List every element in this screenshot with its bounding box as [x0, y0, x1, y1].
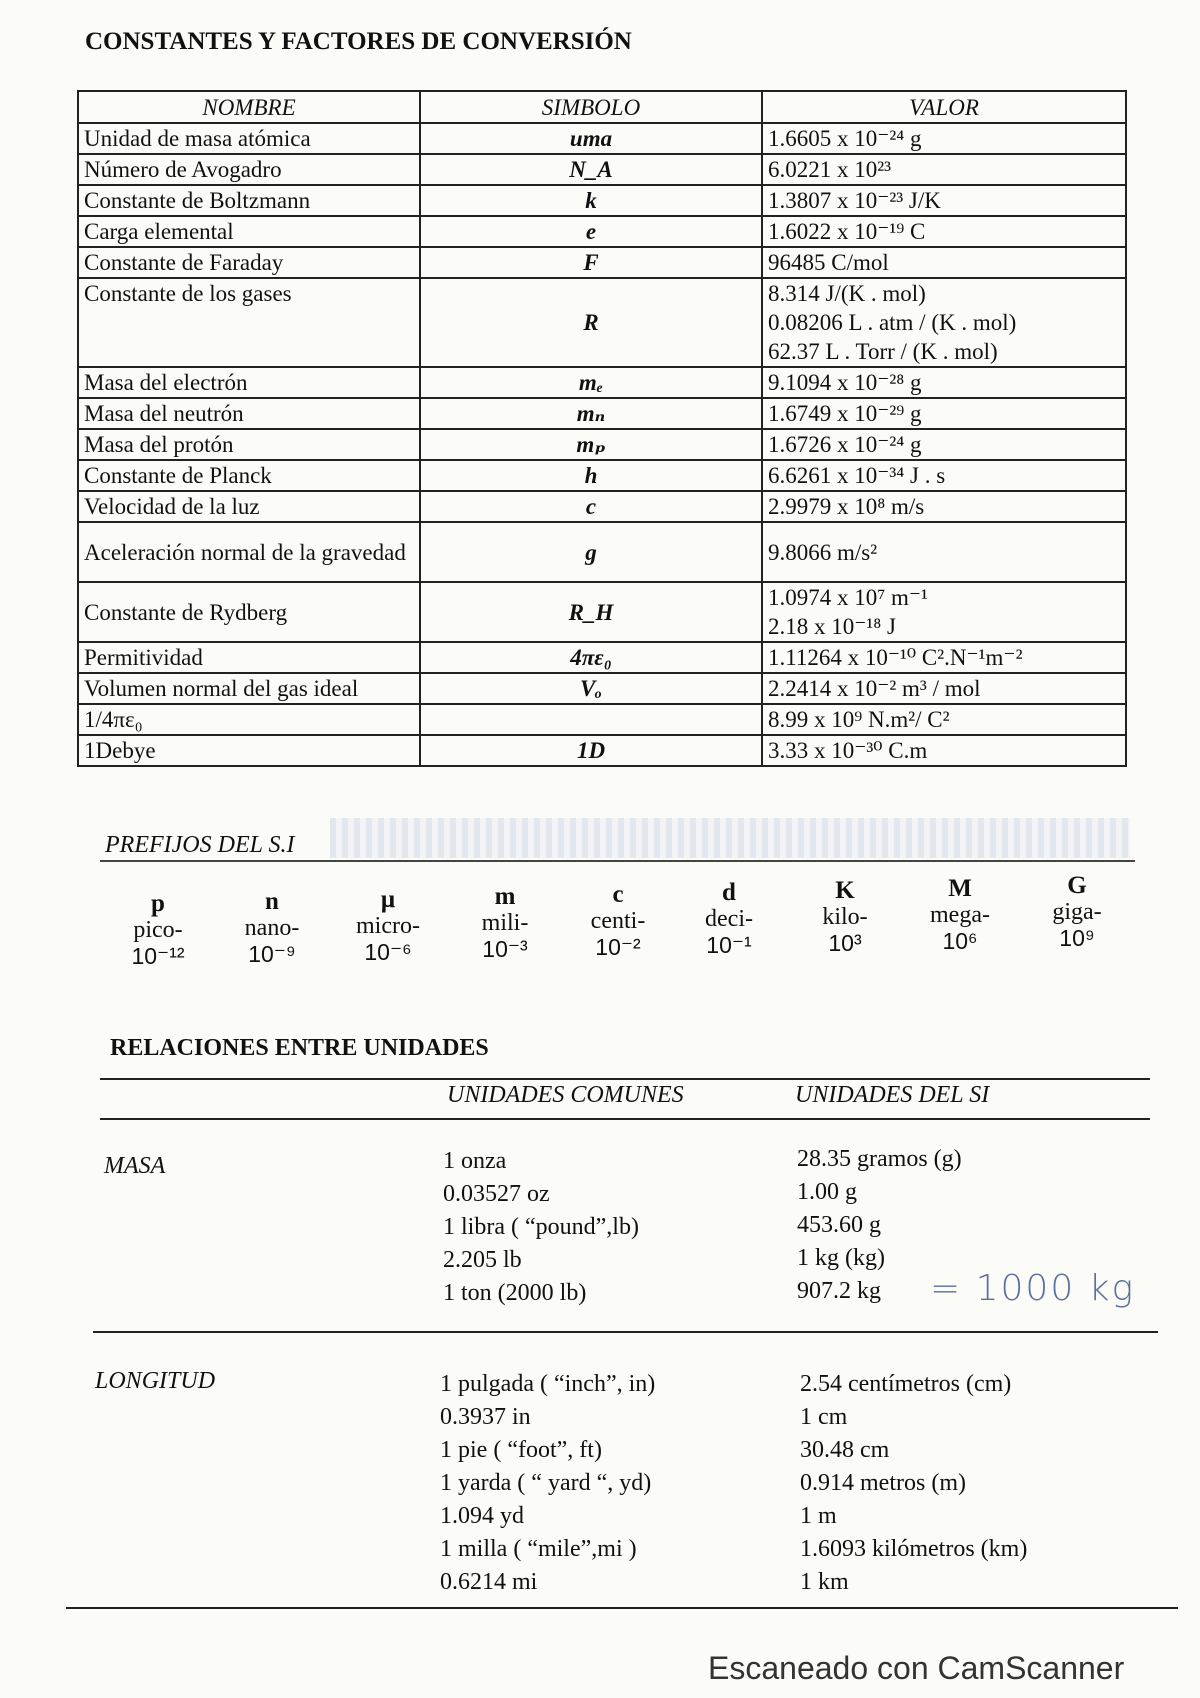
constant-name: Número de Avogadro	[78, 154, 420, 185]
relation-line: 1 cm	[800, 1404, 848, 1430]
col-common-units: UNIDADES COMUNES	[447, 1082, 684, 1108]
constant-name: Constante de los gases	[78, 278, 420, 367]
constant-symbol: R_H	[420, 582, 762, 642]
prefix-power: 10³	[828, 930, 862, 956]
constant-value	[762, 367, 1126, 398]
constant-name: Constante de Rydberg	[78, 582, 420, 642]
constant-value-line: 8.99 x 10⁹ N.m²/ C²	[768, 707, 950, 732]
constant-symbol: mₙ	[420, 398, 762, 429]
prefix-symbol: p	[151, 890, 165, 917]
constant-symbol: mₚ	[420, 429, 762, 460]
prefix-name: giga-	[1052, 899, 1102, 925]
constant-row	[78, 216, 1126, 247]
scanner-watermark: Escaneado con CamScanner	[708, 1650, 1125, 1686]
prefix-power: 10⁶	[942, 928, 978, 954]
constant-value-line: 0.08206 L . atm / (K . mol)	[768, 310, 1017, 335]
prefix-item	[563, 881, 673, 961]
constant-value-line: 8.314 J/(K . mol)	[768, 281, 926, 306]
constant-symbol: c	[420, 491, 762, 522]
prefix-name: mili-	[481, 910, 529, 936]
constant-value	[762, 123, 1126, 154]
constant-value	[762, 154, 1126, 185]
col-si-units: UNIDADES DEL SI	[795, 1082, 990, 1108]
relation-line: 1 pulgada ( “inch”, in)	[440, 1371, 656, 1397]
header-value: VALOR	[762, 91, 1126, 123]
prefix-power: 10⁻¹	[706, 932, 752, 958]
relations-title: RELACIONES ENTRE UNIDADES	[110, 1035, 489, 1061]
constant-symbol: 4πε₀	[420, 642, 762, 673]
constant-symbol: uma	[420, 123, 762, 154]
constant-row	[78, 398, 1126, 429]
length-common-list	[440, 1368, 655, 1599]
prefix-item	[333, 886, 443, 966]
prefix-name: kilo-	[822, 904, 868, 930]
relation-line: 30.48 cm	[800, 1437, 890, 1463]
constant-row	[78, 278, 1126, 367]
length-label: LONGITUD	[95, 1368, 216, 1394]
relation-line: 2.54 centímetros (cm)	[800, 1371, 1012, 1397]
constant-value-line: 2.9979 x 10⁸ m/s	[768, 494, 925, 519]
constant-symbol: F	[420, 247, 762, 278]
prefixes-title: PREFIJOS DEL S.I	[105, 832, 295, 858]
prefix-power: 10⁹	[1059, 925, 1095, 951]
constant-value	[762, 278, 1126, 367]
prefix-item	[217, 888, 327, 968]
relation-line: 1 milla ( “mile”,mi )	[440, 1536, 637, 1562]
relation-line: 1 onza	[443, 1148, 507, 1174]
prefix-name: centi-	[590, 908, 646, 934]
constant-value	[762, 429, 1126, 460]
constant-value-line: 6.6261 x 10⁻³⁴ J . s	[768, 463, 946, 488]
constant-value	[762, 522, 1126, 582]
constant-row	[78, 704, 1126, 735]
prefix-item	[450, 883, 560, 963]
prefix-symbol: M	[948, 875, 972, 902]
constant-row	[78, 185, 1126, 216]
prefix-power: 10⁻⁶	[364, 939, 412, 965]
constant-row	[78, 460, 1126, 491]
constants-table	[77, 90, 1127, 767]
constant-value-line: 1.3807 x 10⁻²³ J/K	[768, 188, 941, 213]
constant-row	[78, 123, 1126, 154]
constant-value-line: 1.0974 x 10⁷ m⁻¹	[768, 585, 928, 610]
relation-line: 1.00 g	[797, 1179, 857, 1205]
prefix-symbol: K	[835, 877, 855, 904]
constant-value	[762, 673, 1126, 704]
prefix-name: pico-	[133, 917, 183, 943]
constant-symbol: k	[420, 185, 762, 216]
prefix-name: deci-	[705, 906, 753, 932]
relation-line: 1 pie ( “foot”, ft)	[440, 1437, 602, 1463]
constant-value	[762, 216, 1126, 247]
constant-name: Permitividad	[78, 642, 420, 673]
mass-label: MASA	[104, 1153, 166, 1179]
constant-value-line: 96485 C/mol	[768, 250, 889, 275]
constant-value	[762, 460, 1126, 491]
relation-line: 28.35 gramos (g)	[797, 1146, 962, 1172]
prefix-power: 10⁻²	[595, 934, 641, 960]
constant-symbol	[420, 704, 762, 735]
relation-line: 1.094 yd	[440, 1503, 524, 1529]
prefix-name: mega-	[930, 902, 990, 928]
constant-value	[762, 582, 1126, 642]
constant-row	[78, 522, 1126, 582]
constant-row	[78, 491, 1126, 522]
prefix-power: 10⁻⁹	[248, 941, 296, 967]
constant-value-line: 6.0221 x 10²³	[768, 157, 892, 182]
constant-value-line: 1.6022 x 10⁻¹⁹ C	[768, 219, 926, 244]
prefix-symbol: n	[265, 888, 279, 915]
relation-line: 1 libra ( “pound”,lb)	[443, 1214, 639, 1240]
constant-row	[78, 367, 1126, 398]
length-si-list	[800, 1368, 1027, 1599]
constant-value	[762, 642, 1126, 673]
relation-line: 0.914 metros (m)	[800, 1470, 966, 1496]
constant-name: Unidad de masa atómica	[78, 123, 420, 154]
constant-name: Masa del electrón	[78, 367, 420, 398]
constant-value-line: 2.18 x 10⁻¹⁸ J	[768, 614, 897, 639]
prefixes-divider	[100, 860, 1135, 862]
constant-symbol: g	[420, 522, 762, 582]
prefix-item	[790, 877, 900, 957]
prefix-item	[1022, 872, 1132, 952]
page-title: CONSTANTES Y FACTORES DE CONVERSIÓN	[85, 28, 632, 55]
constant-name: Constante de Boltzmann	[78, 185, 420, 216]
constant-value	[762, 491, 1126, 522]
handwritten-note: = 1000 kg	[930, 1268, 1136, 1309]
constant-row	[78, 247, 1126, 278]
constant-symbol: h	[420, 460, 762, 491]
constant-value-line: 1.6726 x 10⁻²⁴ g	[768, 432, 922, 457]
constants-header-row	[78, 91, 1126, 123]
mass-bottom-rule	[93, 1331, 1158, 1333]
relation-line: 2.205 lb	[443, 1247, 522, 1273]
constant-name: Carga elemental	[78, 216, 420, 247]
relation-line: 0.6214 mi	[440, 1569, 538, 1595]
prefix-item	[674, 879, 784, 959]
prefix-item	[103, 890, 213, 970]
relations-top-rule	[100, 1078, 1150, 1080]
mass-common-list	[443, 1145, 639, 1310]
constant-row	[78, 673, 1126, 704]
constant-name: Volumen normal del gas ideal	[78, 673, 420, 704]
prefix-title-band	[330, 818, 1130, 858]
constant-value	[762, 185, 1126, 216]
prefix-symbol: c	[612, 881, 624, 908]
constant-symbol: N_A	[420, 154, 762, 185]
constant-name: 1Debye	[78, 735, 420, 766]
relation-line: 1 yarda ( “ yard “, yd)	[440, 1470, 652, 1496]
relations-header-rule	[100, 1118, 1150, 1120]
length-bottom-rule	[66, 1607, 1178, 1609]
constant-name: Velocidad de la luz	[78, 491, 420, 522]
constant-symbol: 1D	[420, 735, 762, 766]
relation-line: 1 km	[800, 1569, 849, 1595]
constant-value-line: 62.37 L . Torr / (K . mol)	[768, 339, 998, 364]
constant-value-line: 2.2414 x 10⁻² m³ / mol	[768, 676, 981, 701]
relation-line: 1 kg (kg)	[797, 1245, 885, 1271]
constant-row	[78, 582, 1126, 642]
constant-symbol: R	[420, 278, 762, 367]
relation-line: 453.60 g	[797, 1212, 881, 1238]
relation-line: 0.03527 oz	[443, 1181, 550, 1207]
constant-name: 1/4πε₀	[78, 704, 420, 735]
relation-line: 1.6093 kilómetros (km)	[800, 1536, 1028, 1562]
constant-value-line: 3.33 x 10⁻³⁰ C.m	[768, 738, 928, 763]
constant-value	[762, 735, 1126, 766]
constant-row	[78, 642, 1126, 673]
relation-line: 1 ton (2000 lb)	[443, 1280, 587, 1306]
prefix-item	[905, 875, 1015, 955]
constant-value-line: 1.6605 x 10⁻²⁴ g	[768, 126, 922, 151]
constant-name: Aceleración normal de la gravedad	[78, 522, 420, 582]
header-symbol: SIMBOLO	[420, 91, 762, 123]
relation-line: 907.2 kg	[797, 1278, 881, 1304]
prefix-symbol: G	[1067, 872, 1087, 899]
constant-symbol: Vₒ	[420, 673, 762, 704]
constant-value-line: 1.6749 x 10⁻²⁹ g	[768, 401, 922, 426]
constant-name: Masa del protón	[78, 429, 420, 460]
constant-value	[762, 247, 1126, 278]
constant-value-line: 1.11264 x 10⁻¹⁰ C².N⁻¹m⁻²	[768, 645, 1023, 670]
relation-line: 1 m	[800, 1503, 837, 1529]
prefix-power: 10⁻¹²	[131, 943, 185, 969]
prefix-name: micro-	[356, 913, 420, 939]
constant-row	[78, 154, 1126, 185]
constant-symbol: mₑ	[420, 367, 762, 398]
constant-row	[78, 429, 1126, 460]
constant-value	[762, 704, 1126, 735]
constant-name: Masa del neutrón	[78, 398, 420, 429]
constant-value	[762, 398, 1126, 429]
prefix-name: nano-	[244, 915, 300, 941]
constant-name: Constante de Planck	[78, 460, 420, 491]
constant-value-line: 9.8066 m/s²	[768, 539, 878, 565]
prefix-symbol: μ	[380, 886, 396, 913]
header-name: NOMBRE	[78, 91, 420, 123]
prefix-power: 10⁻³	[482, 936, 528, 962]
constant-name: Constante de Faraday	[78, 247, 420, 278]
constant-symbol: e	[420, 216, 762, 247]
prefix-symbol: d	[722, 879, 736, 906]
prefix-symbol: m	[494, 883, 516, 910]
constant-row	[78, 735, 1126, 766]
relation-line: 0.3937 in	[440, 1404, 531, 1430]
constant-value-line: 9.1094 x 10⁻²⁸ g	[768, 370, 922, 395]
